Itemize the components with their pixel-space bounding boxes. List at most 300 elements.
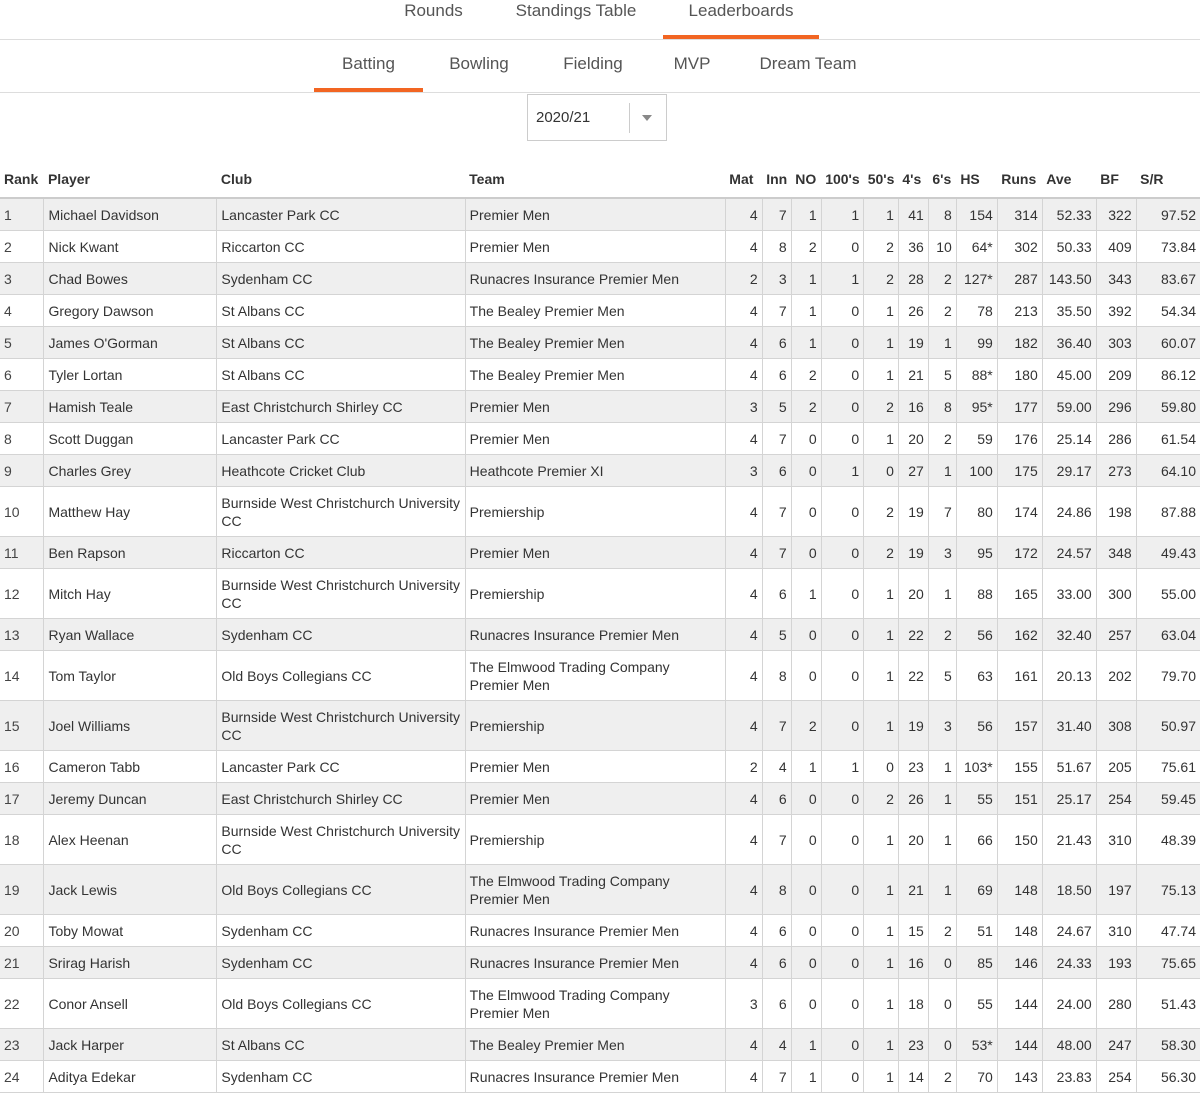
cell-runs: 165 <box>997 569 1042 619</box>
cell-fours: 23 <box>898 751 928 783</box>
cell-fifties: 1 <box>864 359 899 391</box>
cell-team: Premiership <box>465 815 725 865</box>
cell-player[interactable]: Mitch Hay <box>44 569 217 619</box>
cell-no: 0 <box>791 651 821 701</box>
cell-player[interactable]: Tom Taylor <box>44 651 217 701</box>
cell-sr: 54.34 <box>1136 295 1200 327</box>
cell-hs: 103* <box>956 751 997 783</box>
cell-sixes: 1 <box>928 455 956 487</box>
cell-team: Runacres Insurance Premier Men <box>465 263 725 295</box>
cell-fours: 18 <box>898 979 928 1029</box>
cell-hundreds: 1 <box>821 455 863 487</box>
cell-fours: 16 <box>898 391 928 423</box>
cell-no: 1 <box>791 569 821 619</box>
cell-fours: 20 <box>898 423 928 455</box>
cell-inn: 6 <box>762 979 791 1029</box>
cell-hundreds: 0 <box>821 783 863 815</box>
cell-rank: 20 <box>0 915 44 947</box>
cell-club: St Albans CC <box>217 359 465 391</box>
cell-runs: 172 <box>997 537 1042 569</box>
cell-hundreds: 0 <box>821 1029 863 1061</box>
table-row[interactable] <box>0 915 1200 947</box>
cell-ave: 25.17 <box>1042 783 1096 815</box>
cell-inn: 7 <box>762 423 791 455</box>
cell-sr: 55.00 <box>1136 569 1200 619</box>
cell-player[interactable]: Hamish Teale <box>44 391 217 423</box>
cell-club: Burnside West Christchurch University CC <box>217 815 465 865</box>
cell-ave: 20.13 <box>1042 651 1096 701</box>
cell-no: 0 <box>791 815 821 865</box>
cell-team: Heathcote Premier XI <box>465 455 725 487</box>
cell-bf: 254 <box>1096 783 1136 815</box>
cell-fours: 16 <box>898 947 928 979</box>
table-row[interactable] <box>0 1029 1200 1061</box>
cell-no: 0 <box>791 947 821 979</box>
cell-rank: 21 <box>0 947 44 979</box>
cell-ave: 23.83 <box>1042 1061 1096 1093</box>
cell-mat: 4 <box>725 198 762 231</box>
cell-hundreds: 1 <box>821 751 863 783</box>
cell-club: East Christchurch Shirley CC <box>217 783 465 815</box>
chevron-down-icon[interactable] <box>642 115 652 121</box>
cell-bf: 300 <box>1096 569 1136 619</box>
table-row[interactable] <box>0 231 1200 263</box>
cell-no: 1 <box>791 1061 821 1093</box>
cell-bf: 257 <box>1096 619 1136 651</box>
cell-rank: 15 <box>0 701 44 751</box>
cell-team: The Elmwood Trading Company Premier Men <box>465 865 725 915</box>
cell-hs: 55 <box>956 979 997 1029</box>
cell-fours: 20 <box>898 815 928 865</box>
table-row[interactable] <box>0 487 1200 537</box>
cell-rank: 13 <box>0 619 44 651</box>
column-header-hs[interactable]: HS <box>956 160 997 198</box>
table-row[interactable] <box>0 751 1200 783</box>
cell-sixes: 1 <box>928 865 956 915</box>
cell-inn: 6 <box>762 783 791 815</box>
cell-mat: 4 <box>725 947 762 979</box>
cell-inn: 6 <box>762 455 791 487</box>
cell-inn: 8 <box>762 231 791 263</box>
cell-no: 0 <box>791 865 821 915</box>
cell-club: Lancaster Park CC <box>217 423 465 455</box>
cell-team: Premier Men <box>465 391 725 423</box>
cell-player[interactable]: Charles Grey <box>44 455 217 487</box>
cell-hundreds: 0 <box>821 487 863 537</box>
subtab-bowling[interactable]: Bowling <box>449 54 509 73</box>
cell-ave: 29.17 <box>1042 455 1096 487</box>
cell-team: Runacres Insurance Premier Men <box>465 1061 725 1093</box>
cell-team: Runacres Insurance Premier Men <box>465 619 725 651</box>
cell-sr: 56.30 <box>1136 1061 1200 1093</box>
cell-player[interactable]: Gregory Dawson <box>44 295 217 327</box>
cell-hundreds: 0 <box>821 947 863 979</box>
cell-no: 1 <box>791 1029 821 1061</box>
cell-runs: 174 <box>997 487 1042 537</box>
cell-sr: 47.74 <box>1136 915 1200 947</box>
tab-standings-table[interactable]: Standings Table <box>515 1 637 20</box>
cell-hs: 63 <box>956 651 997 701</box>
cell-hundreds: 0 <box>821 423 863 455</box>
cell-club: Burnside West Christchurch University CC <box>217 701 465 751</box>
cell-mat: 4 <box>725 327 762 359</box>
cell-sr: 60.07 <box>1136 327 1200 359</box>
table-row[interactable] <box>0 651 1200 701</box>
cell-club: Sydenham CC <box>217 947 465 979</box>
tab-leaderboards[interactable]: Leaderboards <box>663 0 819 39</box>
cell-rank: 3 <box>0 263 44 295</box>
cell-sixes: 1 <box>928 327 956 359</box>
column-header-player[interactable]: Player <box>44 160 217 198</box>
cell-bf: 254 <box>1096 1061 1136 1093</box>
column-header-fifties[interactable]: 50's <box>864 160 899 198</box>
cell-sr: 75.61 <box>1136 751 1200 783</box>
cell-sixes: 2 <box>928 1061 956 1093</box>
cell-runs: 162 <box>997 619 1042 651</box>
cell-club: Old Boys Collegians CC <box>217 979 465 1029</box>
cell-hs: 78 <box>956 295 997 327</box>
table-row[interactable] <box>0 569 1200 619</box>
cell-club: St Albans CC <box>217 295 465 327</box>
cell-sr: 79.70 <box>1136 651 1200 701</box>
cell-ave: 33.00 <box>1042 569 1096 619</box>
cell-player[interactable]: Jack Harper <box>44 1029 217 1061</box>
cell-bf: 322 <box>1096 198 1136 231</box>
cell-fours: 41 <box>898 198 928 231</box>
cell-club: Sydenham CC <box>217 1061 465 1093</box>
season-select[interactable] <box>527 94 667 141</box>
cell-sixes: 0 <box>928 947 956 979</box>
cell-rank: 5 <box>0 327 44 359</box>
cell-sixes: 8 <box>928 198 956 231</box>
cell-fours: 19 <box>898 537 928 569</box>
cell-inn: 6 <box>762 359 791 391</box>
column-header-no[interactable]: NO <box>791 160 821 198</box>
cell-hs: 99 <box>956 327 997 359</box>
batting-leaderboard-table <box>0 160 1200 1093</box>
table-row[interactable] <box>0 947 1200 979</box>
table-row[interactable] <box>0 979 1200 1029</box>
subtab-mvp[interactable]: MVP <box>673 54 711 73</box>
cell-ave: 24.86 <box>1042 487 1096 537</box>
cell-sixes: 0 <box>928 1029 956 1061</box>
table-row[interactable] <box>0 865 1200 915</box>
cell-inn: 6 <box>762 327 791 359</box>
table-body <box>0 198 1200 1093</box>
cell-rank: 1 <box>0 198 44 231</box>
cell-sixes: 10 <box>928 231 956 263</box>
cell-player[interactable]: Alex Heenan <box>44 815 217 865</box>
cell-ave: 24.57 <box>1042 537 1096 569</box>
cell-bf: 209 <box>1096 359 1136 391</box>
cell-fifties: 1 <box>864 979 899 1029</box>
cell-player[interactable]: James O'Gorman <box>44 327 217 359</box>
subtab-fielding[interactable]: Fielding <box>563 54 623 73</box>
cell-fours: 27 <box>898 455 928 487</box>
cell-ave: 52.33 <box>1042 198 1096 231</box>
cell-no: 0 <box>791 537 821 569</box>
cell-player[interactable]: Jack Lewis <box>44 865 217 915</box>
cell-runs: 180 <box>997 359 1042 391</box>
cell-sixes: 8 <box>928 391 956 423</box>
cell-fifties: 1 <box>864 915 899 947</box>
cell-club: Riccarton CC <box>217 537 465 569</box>
cell-sr: 86.12 <box>1136 359 1200 391</box>
table-row[interactable] <box>0 359 1200 391</box>
cell-player[interactable]: Aditya Edekar <box>44 1061 217 1093</box>
cell-mat: 4 <box>725 783 762 815</box>
cell-inn: 7 <box>762 487 791 537</box>
cell-hundreds: 0 <box>821 815 863 865</box>
cell-player[interactable]: Srirag Harish <box>44 947 217 979</box>
cell-player[interactable]: Conor Ansell <box>44 979 217 1029</box>
cell-bf: 409 <box>1096 231 1136 263</box>
cell-bf: 247 <box>1096 1029 1136 1061</box>
column-header-bf[interactable]: BF <box>1096 160 1136 198</box>
column-header-rank[interactable]: Rank <box>0 160 44 198</box>
cell-sr: 50.97 <box>1136 701 1200 751</box>
cell-ave: 143.50 <box>1042 263 1096 295</box>
cell-ave: 50.33 <box>1042 231 1096 263</box>
cell-fifties: 1 <box>864 651 899 701</box>
cell-ave: 45.00 <box>1042 359 1096 391</box>
cell-fours: 19 <box>898 701 928 751</box>
cell-runs: 146 <box>997 947 1042 979</box>
cell-runs: 314 <box>997 198 1042 231</box>
cell-ave: 32.40 <box>1042 619 1096 651</box>
cell-sixes: 5 <box>928 651 956 701</box>
cell-fours: 21 <box>898 359 928 391</box>
cell-no: 0 <box>791 423 821 455</box>
cell-player[interactable]: Ben Rapson <box>44 537 217 569</box>
cell-fours: 19 <box>898 327 928 359</box>
table-row[interactable] <box>0 783 1200 815</box>
cell-fifties: 1 <box>864 423 899 455</box>
column-header-fours[interactable]: 4's <box>898 160 928 198</box>
cell-player[interactable]: Michael Davidson <box>44 198 217 231</box>
cell-mat: 3 <box>725 979 762 1029</box>
cell-fifties: 2 <box>864 263 899 295</box>
subtab-batting[interactable]: Batting <box>314 40 423 92</box>
cell-inn: 8 <box>762 865 791 915</box>
cell-sr: 73.84 <box>1136 231 1200 263</box>
column-header-ave[interactable]: Ave <box>1042 160 1096 198</box>
cell-mat: 4 <box>725 701 762 751</box>
cell-sr: 58.30 <box>1136 1029 1200 1061</box>
cell-hs: 56 <box>956 619 997 651</box>
cell-hs: 66 <box>956 815 997 865</box>
column-header-inn[interactable]: Inn <box>762 160 791 198</box>
cell-mat: 4 <box>725 295 762 327</box>
cell-no: 0 <box>791 487 821 537</box>
cell-mat: 4 <box>725 569 762 619</box>
table-row[interactable] <box>0 455 1200 487</box>
table-header-row <box>0 160 1200 198</box>
subtab-dream-team[interactable]: Dream Team <box>759 54 857 73</box>
cell-runs: 148 <box>997 865 1042 915</box>
cell-mat: 4 <box>725 651 762 701</box>
cell-ave: 24.33 <box>1042 947 1096 979</box>
cell-ave: 59.00 <box>1042 391 1096 423</box>
cell-player[interactable]: Chad Bowes <box>44 263 217 295</box>
cell-hs: 69 <box>956 865 997 915</box>
cell-rank: 16 <box>0 751 44 783</box>
cell-hundreds: 0 <box>821 619 863 651</box>
cell-no: 2 <box>791 359 821 391</box>
cell-club: Heathcote Cricket Club <box>217 455 465 487</box>
cell-fifties: 1 <box>864 327 899 359</box>
cell-fifties: 1 <box>864 619 899 651</box>
cell-hs: 85 <box>956 947 997 979</box>
cell-mat: 3 <box>725 391 762 423</box>
cell-team: Premier Men <box>465 231 725 263</box>
cell-no: 2 <box>791 701 821 751</box>
cell-runs: 177 <box>997 391 1042 423</box>
cell-rank: 11 <box>0 537 44 569</box>
cell-inn: 7 <box>762 701 791 751</box>
table-row[interactable] <box>0 815 1200 865</box>
cell-club: Lancaster Park CC <box>217 751 465 783</box>
cell-inn: 4 <box>762 751 791 783</box>
cell-player[interactable]: Matthew Hay <box>44 487 217 537</box>
cell-hs: 127* <box>956 263 997 295</box>
cell-fifties: 1 <box>864 947 899 979</box>
cell-mat: 4 <box>725 815 762 865</box>
cell-rank: 23 <box>0 1029 44 1061</box>
cell-sr: 63.04 <box>1136 619 1200 651</box>
cell-ave: 24.00 <box>1042 979 1096 1029</box>
top-nav <box>0 0 1200 40</box>
cell-runs: 175 <box>997 455 1042 487</box>
cell-sr: 49.43 <box>1136 537 1200 569</box>
table-row[interactable] <box>0 198 1200 231</box>
cell-bf: 348 <box>1096 537 1136 569</box>
cell-no: 1 <box>791 198 821 231</box>
table-row[interactable] <box>0 327 1200 359</box>
cell-mat: 4 <box>725 865 762 915</box>
cell-ave: 25.14 <box>1042 423 1096 455</box>
cell-inn: 7 <box>762 815 791 865</box>
cell-fours: 26 <box>898 783 928 815</box>
cell-fifties: 2 <box>864 537 899 569</box>
cell-fours: 19 <box>898 487 928 537</box>
cell-sixes: 1 <box>928 783 956 815</box>
cell-bf: 280 <box>1096 979 1136 1029</box>
table-row[interactable] <box>0 391 1200 423</box>
cell-player[interactable]: Tyler Lortan <box>44 359 217 391</box>
cell-ave: 31.40 <box>1042 701 1096 751</box>
cell-inn: 7 <box>762 198 791 231</box>
cell-inn: 8 <box>762 651 791 701</box>
cell-bf: 308 <box>1096 701 1136 751</box>
cell-sixes: 5 <box>928 359 956 391</box>
cell-sixes: 7 <box>928 487 956 537</box>
cell-runs: 143 <box>997 1061 1042 1093</box>
cell-hundreds: 0 <box>821 651 863 701</box>
cell-sr: 83.67 <box>1136 263 1200 295</box>
cell-hundreds: 0 <box>821 865 863 915</box>
table-row[interactable] <box>0 295 1200 327</box>
cell-player[interactable]: Joel Williams <box>44 701 217 751</box>
cell-hundreds: 1 <box>821 263 863 295</box>
cell-player[interactable]: Nick Kwant <box>44 231 217 263</box>
column-header-mat[interactable]: Mat <box>725 160 762 198</box>
cell-team: Premier Men <box>465 751 725 783</box>
cell-hundreds: 0 <box>821 231 863 263</box>
cell-hs: 88* <box>956 359 997 391</box>
cell-team: Runacres Insurance Premier Men <box>465 947 725 979</box>
cell-sixes: 2 <box>928 263 956 295</box>
cell-club: St Albans CC <box>217 1029 465 1061</box>
cell-fours: 20 <box>898 569 928 619</box>
cell-sr: 97.52 <box>1136 198 1200 231</box>
table-row[interactable] <box>0 701 1200 751</box>
cell-no: 1 <box>791 295 821 327</box>
cell-fifties: 1 <box>864 569 899 619</box>
table-row[interactable] <box>0 423 1200 455</box>
column-header-sr[interactable]: S/R <box>1136 160 1200 198</box>
cell-mat: 4 <box>725 487 762 537</box>
cell-club: Burnside West Christchurch University CC <box>217 569 465 619</box>
cell-mat: 4 <box>725 1029 762 1061</box>
cell-mat: 3 <box>725 455 762 487</box>
column-header-team[interactable]: Team <box>465 160 725 198</box>
table-row[interactable] <box>0 263 1200 295</box>
cell-no: 1 <box>791 263 821 295</box>
column-header-hundreds[interactable]: 100's <box>821 160 863 198</box>
cell-club: Riccarton CC <box>217 231 465 263</box>
cell-runs: 144 <box>997 1029 1042 1061</box>
cell-club: Lancaster Park CC <box>217 198 465 231</box>
table-row[interactable] <box>0 619 1200 651</box>
cell-hundreds: 0 <box>821 701 863 751</box>
cell-no: 2 <box>791 391 821 423</box>
column-header-runs[interactable]: Runs <box>997 160 1042 198</box>
cell-player[interactable]: Cameron Tabb <box>44 751 217 783</box>
cell-inn: 7 <box>762 295 791 327</box>
cell-rank: 8 <box>0 423 44 455</box>
cell-no: 0 <box>791 455 821 487</box>
cell-hs: 88 <box>956 569 997 619</box>
cell-hundreds: 0 <box>821 979 863 1029</box>
cell-fifties: 1 <box>864 295 899 327</box>
cell-sr: 59.45 <box>1136 783 1200 815</box>
column-header-sixes[interactable]: 6's <box>928 160 956 198</box>
cell-fours: 15 <box>898 915 928 947</box>
tab-rounds[interactable]: Rounds <box>404 1 463 20</box>
cell-runs: 157 <box>997 701 1042 751</box>
column-header-club[interactable]: Club <box>217 160 465 198</box>
cell-fifties: 1 <box>864 815 899 865</box>
cell-rank: 19 <box>0 865 44 915</box>
cell-player[interactable]: Toby Mowat <box>44 915 217 947</box>
cell-player[interactable]: Scott Duggan <box>44 423 217 455</box>
cell-fifties: 0 <box>864 751 899 783</box>
cell-player[interactable]: Ryan Wallace <box>44 619 217 651</box>
cell-bf: 205 <box>1096 751 1136 783</box>
cell-sr: 75.65 <box>1136 947 1200 979</box>
cell-bf: 303 <box>1096 327 1136 359</box>
table-row[interactable] <box>0 537 1200 569</box>
cell-bf: 193 <box>1096 947 1136 979</box>
cell-player[interactable]: Jeremy Duncan <box>44 783 217 815</box>
cell-rank: 12 <box>0 569 44 619</box>
cell-club: Sydenham CC <box>217 915 465 947</box>
cell-inn: 7 <box>762 537 791 569</box>
table-row[interactable] <box>0 1061 1200 1093</box>
cell-runs: 161 <box>997 651 1042 701</box>
season-select-divider <box>629 103 630 133</box>
